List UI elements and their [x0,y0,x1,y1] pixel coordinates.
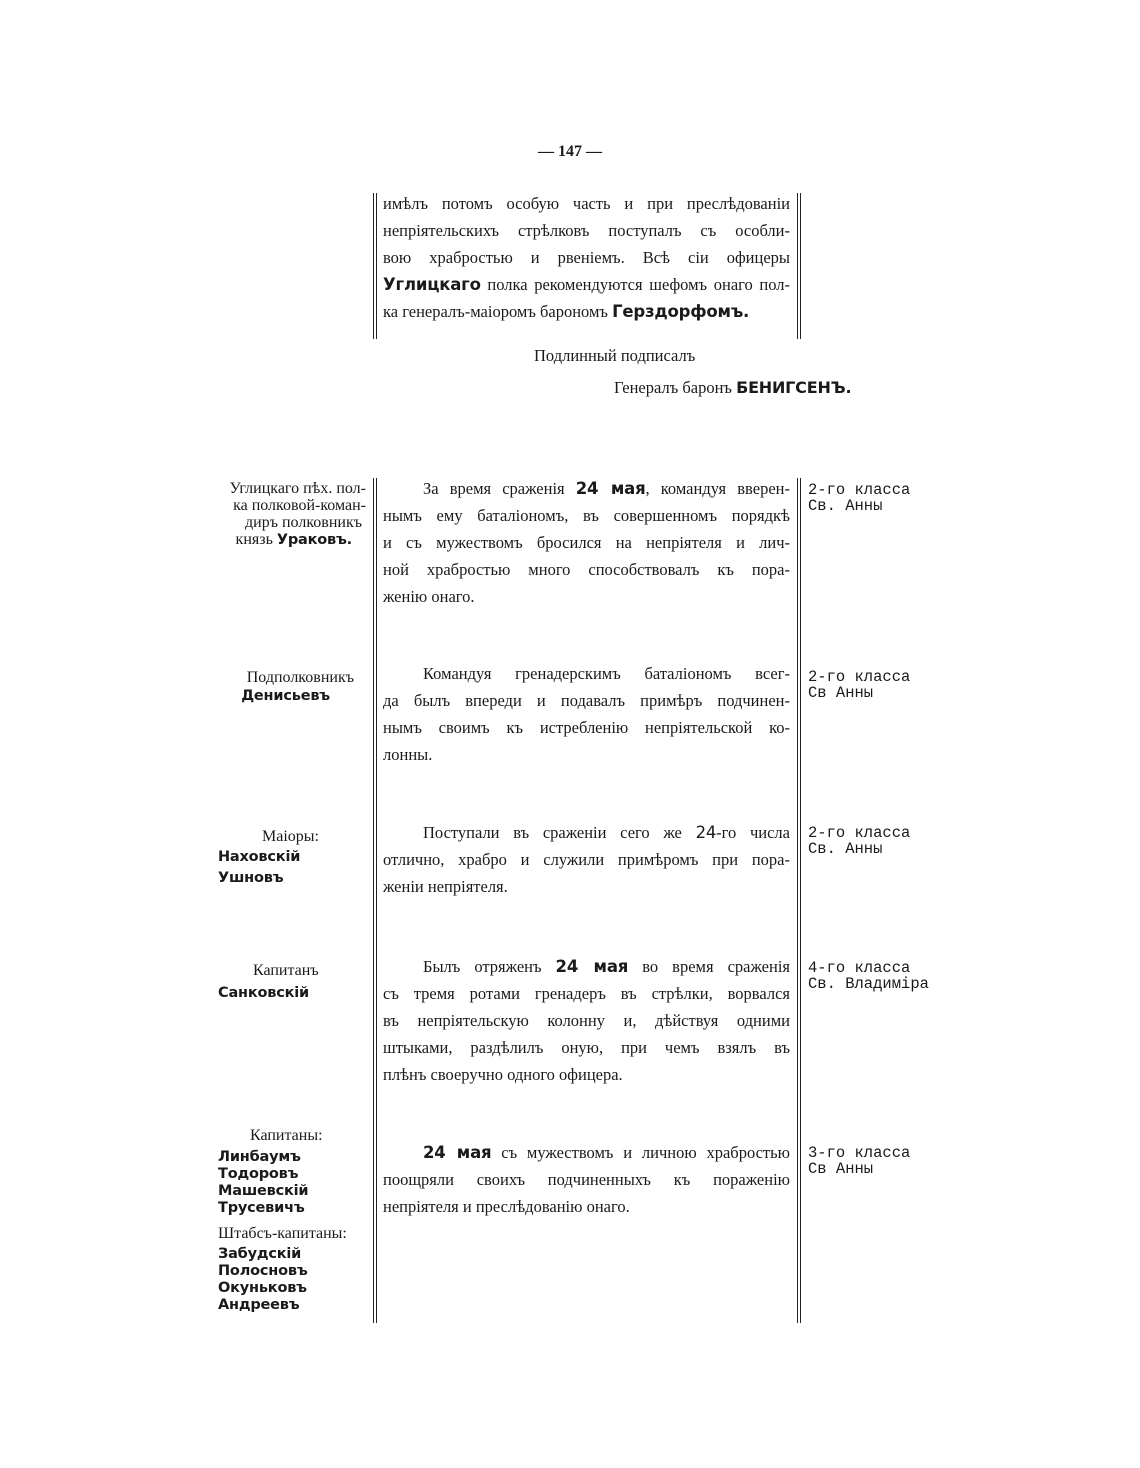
person-line: ка полковой-коман- [233,497,366,514]
citation-line: За время сраженія 24 мая, командуя вверен- [423,479,790,498]
signature-line-2 [614,378,851,398]
continuation-left-rule [373,193,374,339]
continuation-left-rule-inner [376,193,377,339]
citation-text [383,953,790,1088]
continuation-line: ка генералъ-маіоромъ барономъ Герздорфомъ. [383,302,750,321]
citation-line: Командуя гренадерскимъ баталіономъ всег- [423,664,790,683]
award-cell [808,482,910,514]
person-line [200,531,366,549]
person-title: Подполковникъ [246,669,354,686]
continuation-line: вою храбростью и рвеніемъ. Всѣ сіи офицеры [383,248,790,267]
continuation-line: Углицкаго полка рекомендуются шефомъ онаго пол- [383,275,790,294]
person-line: Углицкаго пѣх. пол- [229,480,366,497]
person-name: Полосновъ [218,1263,308,1279]
person-name: Ушновъ [218,870,284,886]
person-name: Машевскій [218,1183,309,1199]
signature-name: БЕНИГСЕНЪ. [736,378,852,397]
person-name: Линбаумъ [218,1149,301,1165]
citation-line: женію онаго. [383,587,475,606]
continuation-line: непріятельскихъ стрѣлковъ поступалъ съ особли- [383,221,790,240]
person-title: Капитанъ [253,962,319,979]
award-cell [808,669,910,701]
continuation-line: имѣлъ потомъ особую часть и при преслѣдованіи [383,194,790,213]
person-line: диръ полковникъ [245,514,362,531]
person-name: Ураковъ. [276,532,352,548]
award-cell [808,825,910,857]
person-title: князь [235,531,273,548]
award-cell [808,960,929,992]
award-class: 4-го класса [808,959,911,977]
award-order: Св. Анны [808,840,883,858]
award-class: 2-го класса [808,824,911,842]
person-name: Санковскій [218,985,309,1001]
award-class: 2-го класса [808,668,911,686]
signature-line-1: Подлинный подписалъ [534,346,696,365]
chief-name: Герздорфомъ. [612,302,750,321]
citation-line: ной храбростью много способствовалъ къ пора- [383,560,790,579]
person-cell [200,669,354,705]
award-cell [808,1145,910,1177]
citation-line: нымъ своимъ къ истребленію непріятельской ко- [383,718,790,737]
award-class: 3-го класса [808,1144,911,1162]
citation-line: отлично, храбро и служили примѣромъ при пора- [383,850,790,869]
continuation-text [383,190,790,325]
citation-line: женіи непріятеля. [383,877,508,896]
regiment-name: Углицкаго [383,275,481,294]
person-name: Наховскій [218,849,301,865]
citation-text [383,660,790,768]
award-order: Св Анны [808,1160,874,1178]
page-number: — 147 — [538,143,602,160]
person-title: Капитаны: [250,1127,323,1144]
continuation-right-rule [797,193,798,339]
signature-rank: Генералъ баронъ [614,378,732,397]
person-name: Окуньковъ [218,1280,307,1296]
citation-text [383,1139,790,1220]
citation-line: плѣнъ своеручно одного офицера. [383,1065,623,1084]
award-order: Св. Анны [808,497,883,515]
citation-line: да былъ впереди и подавалъ примѣръ подчинен- [383,691,790,710]
citation-line: и съ мужествомъ бросился на непріятеля и лич- [383,533,790,552]
citation-text [383,475,790,610]
person-cell [200,480,366,549]
citation-line: 24 мая съ мужествомъ и личною храбростью [423,1143,790,1162]
citation-line: въ непріятельскую колонну и, дѣйствуя одними [383,1011,790,1030]
award-class: 2-го класса [808,481,911,499]
citation-line: нымъ ему баталіономъ, въ совершенномъ порядкѣ [383,506,790,525]
award-order: Св. Владиміра [808,975,929,993]
person-cell [218,962,319,1002]
table-left-rule-inner [376,478,377,1323]
person-title: Штабсъ-капитаны: [218,1225,347,1242]
person-cell [218,1127,347,1314]
person-name: Денисьевъ [241,688,330,704]
person-name: Андреевъ [218,1297,300,1313]
citation-text [383,819,790,900]
citation-line: штыками, раздѣлилъ оную, при чемъ взялъ въ [383,1038,790,1057]
award-order: Св Анны [808,684,874,702]
person-title: Маіоры: [262,828,319,845]
person-name: Забудскій [218,1246,302,1262]
citation-line: поощряли своихъ подчиненныхъ къ пораженію [383,1170,790,1189]
table-left-rule [373,478,374,1323]
table-right-rule [797,478,798,1323]
person-cell [218,828,319,887]
person-name: Трусевичъ [218,1200,305,1216]
citation-line: непріятеля и преслѣдованію онаго. [383,1197,630,1216]
citation-line: Былъ отряженъ 24 мая во время сраженія [423,957,791,976]
citation-line: Поступали въ сраженіи сего же 24-го числа [423,823,790,842]
continuation-right-rule-inner [800,193,801,339]
citation-line: лонны. [383,745,433,764]
table-right-rule-inner [800,478,801,1323]
person-name: Тодоровъ [218,1166,299,1182]
citation-line: съ тремя ротами гренадеръ въ стрѣлки, ворвался [383,984,790,1003]
